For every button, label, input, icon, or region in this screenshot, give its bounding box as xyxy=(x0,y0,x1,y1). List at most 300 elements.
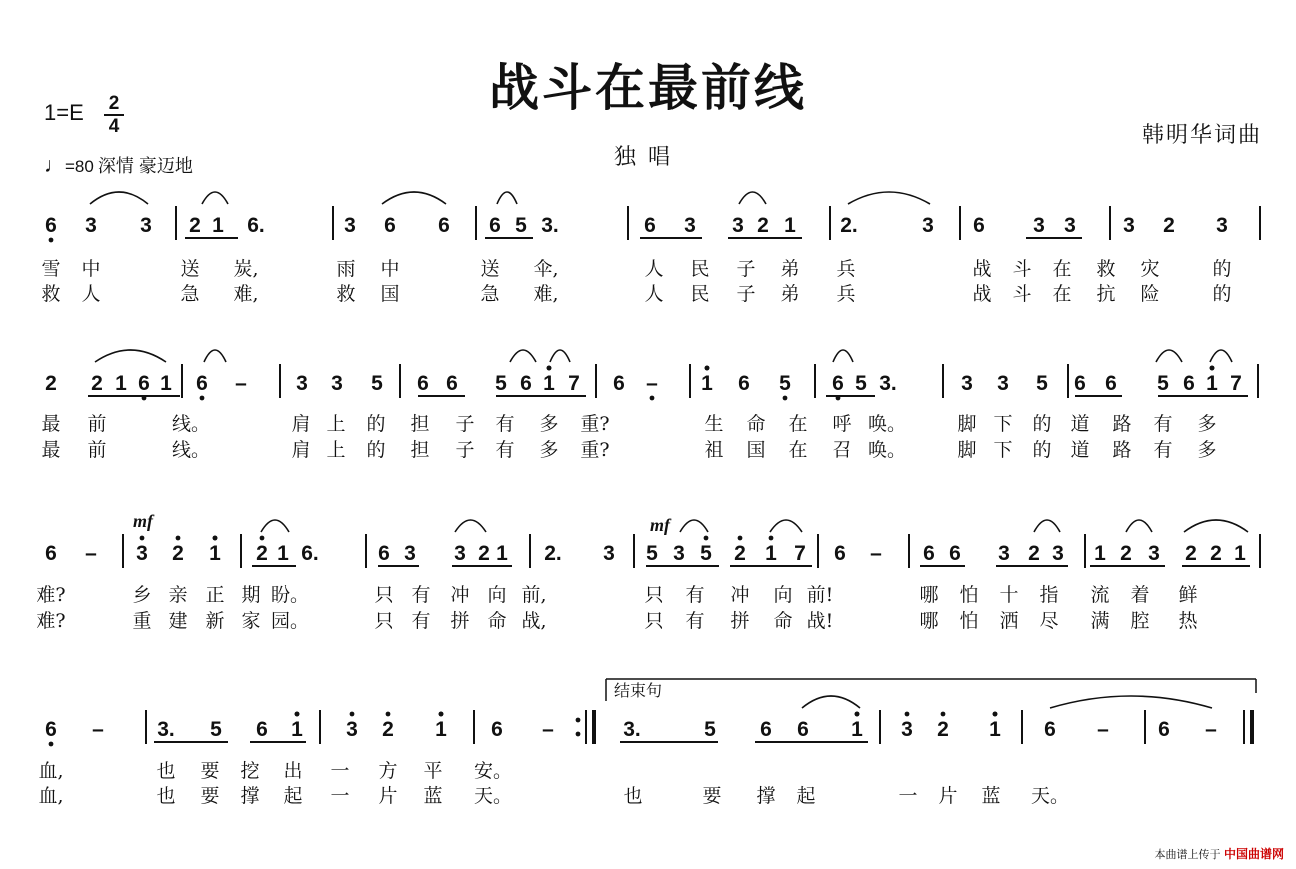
note-low-dot xyxy=(200,396,205,401)
note: 6 xyxy=(417,372,429,395)
lyric-verse-2: 洒 xyxy=(999,610,1019,632)
lyric-verse-1: 中 xyxy=(81,258,101,280)
note: 1 xyxy=(851,718,863,741)
lyric-verse-2: 蓝 xyxy=(981,785,1001,807)
lyric-verse-1: 中 xyxy=(380,258,400,280)
lyric-verse-2: 道 xyxy=(1070,439,1090,461)
lyric-verse-1: 着 xyxy=(1130,584,1150,606)
lyric-verse-2: 救 xyxy=(336,283,356,305)
lyric-verse-1: 重? xyxy=(580,413,610,435)
lyric-verse-1: 斗 xyxy=(1012,258,1032,280)
lyric-verse-2: 重 xyxy=(132,610,152,632)
note: 2 xyxy=(256,542,268,565)
lyric-verse-2: 多 xyxy=(1197,439,1217,461)
lyric-verse-1: 雪 xyxy=(41,258,61,280)
lyric-verse-1: 挖 xyxy=(240,760,260,782)
note: 6 xyxy=(378,542,390,565)
lyric-verse-1: 上 xyxy=(326,413,346,435)
lyric-verse-2: 一 xyxy=(330,785,350,807)
lyric-verse-2: 救 xyxy=(41,283,61,305)
lyric-verse-2: 拼 xyxy=(450,610,470,632)
note: 6. xyxy=(247,214,265,237)
note: 5 xyxy=(646,542,658,565)
lyric-verse-2: 抗 xyxy=(1096,283,1116,305)
note-high-dot xyxy=(140,536,145,541)
slur xyxy=(1126,520,1152,532)
note: 2 xyxy=(478,542,490,565)
lyric-verse-1: 有 xyxy=(685,584,705,606)
note: 1 xyxy=(115,372,127,395)
note: 5 xyxy=(1036,372,1048,395)
lyric-verse-2: 怕 xyxy=(959,610,979,632)
slur xyxy=(770,520,802,532)
lyric-verse-1: 冲 xyxy=(730,584,750,606)
lyric-verse-1: 向 xyxy=(773,584,793,606)
note: 1 xyxy=(701,372,713,395)
lyric-verse-1: 救 xyxy=(1096,258,1116,280)
note: 6 xyxy=(489,214,501,237)
note: 2 xyxy=(1185,542,1197,565)
note: 2 xyxy=(91,372,103,395)
slur xyxy=(1050,696,1212,708)
slur xyxy=(202,192,228,204)
lyric-verse-2: 撑 xyxy=(240,785,260,807)
note: 7 xyxy=(1230,372,1242,395)
note: 7 xyxy=(568,372,580,395)
note: 6 xyxy=(1105,372,1117,395)
note: 1 xyxy=(291,718,303,741)
lyric-verse-2: 子 xyxy=(736,283,756,305)
note: 5 xyxy=(704,718,716,741)
lyric-verse-2: 蓝 xyxy=(423,785,443,807)
slur xyxy=(261,520,289,532)
slur xyxy=(1184,520,1248,532)
note: 5 xyxy=(779,372,791,395)
note: 1 xyxy=(277,542,289,565)
lyric-verse-2: 战! xyxy=(806,610,834,632)
note-high-dot xyxy=(176,536,181,541)
composer-credit: 韩明华词曲 xyxy=(1141,123,1262,148)
note: 3 xyxy=(1064,214,1076,237)
note: 5 xyxy=(371,372,383,395)
lyric-verse-2: 急 xyxy=(180,283,200,305)
note: 3 xyxy=(454,542,466,565)
lyric-verse-1: 送 xyxy=(180,258,200,280)
note: 2 xyxy=(45,372,57,395)
lyric-verse-1: 民 xyxy=(690,258,710,280)
note-high-dot xyxy=(1210,366,1215,371)
lyric-verse-1: 前, xyxy=(521,584,547,606)
lyric-verse-1: 正 xyxy=(205,584,225,606)
note: 2 xyxy=(382,718,394,741)
lyric-verse-2: 斗 xyxy=(1012,283,1032,305)
note-high-dot xyxy=(993,712,998,717)
time-signature-bottom: 4 xyxy=(108,116,120,137)
slur xyxy=(848,192,930,204)
note: 3 xyxy=(296,372,308,395)
footer xyxy=(1154,845,1284,862)
lyric-verse-1: 肩 xyxy=(291,413,311,435)
lyric-verse-2: 重? xyxy=(580,439,610,461)
note-high-dot xyxy=(905,712,910,717)
note: 3 xyxy=(404,542,416,565)
note: 6 xyxy=(491,718,503,741)
note: 3 xyxy=(684,214,696,237)
note: 6 xyxy=(446,372,458,395)
note: 1 xyxy=(212,214,224,237)
lyric-verse-1: 呼 xyxy=(832,413,852,435)
lyric-verse-2: 唤。 xyxy=(867,439,907,461)
note-high-dot xyxy=(350,712,355,717)
lyric-verse-2: 建 xyxy=(168,610,188,632)
lyric-verse-1: 期 xyxy=(241,584,261,606)
note-low-dot xyxy=(49,742,54,747)
note-high-dot xyxy=(260,536,265,541)
note: 6 xyxy=(1074,372,1086,395)
lyric-verse-1: 伞, xyxy=(533,258,559,280)
lyric-verse-2: 线。 xyxy=(171,439,211,461)
lyric-verse-2: 命 xyxy=(487,610,507,632)
time-signature-top: 2 xyxy=(108,93,120,114)
note: – xyxy=(542,718,554,741)
lyric-verse-2: 园。 xyxy=(270,610,310,632)
lyric-verse-2: 上 xyxy=(326,439,346,461)
note: 5 xyxy=(855,372,867,395)
lyric-verse-2: 起 xyxy=(283,785,303,807)
note-high-dot xyxy=(295,712,300,717)
note-high-dot xyxy=(547,366,552,371)
lyric-verse-2: 召 xyxy=(832,439,852,461)
dynamic-marking: mf xyxy=(650,515,670,535)
note: – xyxy=(85,542,97,565)
lyric-verse-1: 有 xyxy=(411,584,431,606)
lyric-verse-2: 人 xyxy=(644,283,664,305)
note: 6 xyxy=(973,214,985,237)
lyric-verse-2: 难, xyxy=(533,283,559,305)
note: 6 xyxy=(196,372,208,395)
note: 3 xyxy=(997,372,1009,395)
lyric-verse-1: 在 xyxy=(1052,258,1072,280)
note-high-dot xyxy=(439,712,444,717)
note: 6 xyxy=(45,214,57,237)
lyric-verse-2: 一 xyxy=(898,785,918,807)
note: 3 xyxy=(603,542,615,565)
lyric-verse-1: 兵 xyxy=(836,258,856,280)
footer-text: 本曲谱上传于 xyxy=(1154,848,1221,861)
lyric-verse-2: 要 xyxy=(200,785,220,807)
note: 6 xyxy=(832,372,844,395)
lyric-verse-2: 兵 xyxy=(836,283,856,305)
note: 6 xyxy=(384,214,396,237)
note: 3 xyxy=(673,542,685,565)
lyric-verse-2: 血, xyxy=(38,785,64,807)
note-low-dot xyxy=(650,396,655,401)
note: 3 xyxy=(1148,542,1160,565)
lyric-verse-2: 路 xyxy=(1112,439,1132,461)
note: 2 xyxy=(1210,542,1222,565)
lyric-verse-1: 怕 xyxy=(959,584,979,606)
lyric-verse-2: 的 xyxy=(1212,283,1232,305)
note: 3 xyxy=(136,542,148,565)
note: 1 xyxy=(1094,542,1106,565)
lyric-verse-1: 一 xyxy=(330,760,350,782)
lyric-verse-2: 弟 xyxy=(780,283,800,305)
note: 1 xyxy=(1234,542,1246,565)
repeat-dot xyxy=(576,732,581,737)
note-low-dot xyxy=(49,238,54,243)
slur xyxy=(1034,520,1060,532)
lyric-verse-1: 只 xyxy=(644,584,664,606)
note: 3. xyxy=(623,718,641,741)
lyric-verse-1: 哪 xyxy=(919,584,939,606)
note: 2 xyxy=(757,214,769,237)
note: 2 xyxy=(937,718,949,741)
site-logo: 中国曲谱网 xyxy=(1223,847,1284,861)
lyric-verse-2: 家 xyxy=(241,610,261,632)
lyric-verse-1: 盼。 xyxy=(270,584,310,606)
note: 3 xyxy=(331,372,343,395)
lyric-verse-2: 有 xyxy=(1153,439,1173,461)
note-high-dot xyxy=(705,366,710,371)
lyric-verse-2: 尽 xyxy=(1039,610,1059,632)
note: 6 xyxy=(738,372,750,395)
quarter-note-icon: ♩ xyxy=(44,154,65,177)
note: 6 xyxy=(138,372,150,395)
lyric-verse-1: 炭, xyxy=(233,258,259,280)
subtitle: 独唱 xyxy=(613,145,682,170)
note: 5 xyxy=(515,214,527,237)
note: – xyxy=(870,542,882,565)
slur xyxy=(382,192,446,204)
note: 6 xyxy=(613,372,625,395)
lyric-verse-2: 人 xyxy=(81,283,101,305)
lyric-verse-2: 满 xyxy=(1090,610,1110,632)
note: 2. xyxy=(840,214,858,237)
lyric-verse-2: 肩 xyxy=(291,439,311,461)
note: 3. xyxy=(879,372,897,395)
lyric-verse-1: 也 xyxy=(156,760,176,782)
lyric-verse-1: 下 xyxy=(993,413,1013,435)
note: 5 xyxy=(495,372,507,395)
note: 2 xyxy=(172,542,184,565)
lyric-verse-1: 平 xyxy=(423,760,443,782)
lyric-verse-2: 战, xyxy=(521,610,547,632)
slur xyxy=(802,696,860,708)
note: 6 xyxy=(520,372,532,395)
lyric-verse-2: 下 xyxy=(993,439,1013,461)
lyric-verse-2: 在 xyxy=(788,439,808,461)
note-high-dot xyxy=(769,536,774,541)
lyric-verse-2: 的 xyxy=(366,439,386,461)
lyric-verse-1: 生 xyxy=(704,413,724,435)
lyric-verse-2: 热 xyxy=(1178,610,1198,632)
lyric-verse-2: 片 xyxy=(378,785,398,807)
page-title: 战斗在最前线 xyxy=(489,59,807,117)
lyric-verse-1: 有 xyxy=(1153,413,1173,435)
lyric-verse-1: 雨 xyxy=(336,258,356,280)
lyric-verse-2: 难, xyxy=(233,283,259,305)
lyric-verse-1: 血, xyxy=(38,760,64,782)
note: 3 xyxy=(1052,542,1064,565)
lyric-verse-2: 也 xyxy=(623,785,643,807)
note: 1 xyxy=(1206,372,1218,395)
lyric-verse-1: 安。 xyxy=(473,760,513,782)
lyric-verse-2: 有 xyxy=(495,439,515,461)
lyric-verse-2: 前 xyxy=(87,439,107,461)
note-high-dot xyxy=(704,536,709,541)
lyric-verse-2: 急 xyxy=(480,283,500,305)
note: 3 xyxy=(732,214,744,237)
note: 6 xyxy=(644,214,656,237)
note: 3 xyxy=(85,214,97,237)
lyric-verse-1: 子 xyxy=(455,413,475,435)
lyric-verse-2: 民 xyxy=(690,283,710,305)
lyric-verse-1: 在 xyxy=(788,413,808,435)
note-high-dot xyxy=(386,712,391,717)
note: 1 xyxy=(160,372,172,395)
lyric-verse-1: 线。 xyxy=(171,413,211,435)
note: 3 xyxy=(346,718,358,741)
note: – xyxy=(92,718,104,741)
lyric-verse-2: 国 xyxy=(746,439,766,461)
lyric-verse-2: 担 xyxy=(410,439,430,461)
lyric-verse-1: 最 xyxy=(41,413,61,435)
lyric-verse-2: 天。 xyxy=(473,785,513,807)
tempo-value: =80 xyxy=(65,157,94,176)
note: 3 xyxy=(140,214,152,237)
lyric-verse-1: 送 xyxy=(480,258,500,280)
lyric-verse-1: 流 xyxy=(1090,584,1110,606)
note: – xyxy=(1097,718,1109,741)
slur xyxy=(497,192,517,204)
note: 3 xyxy=(922,214,934,237)
note: – xyxy=(1205,718,1217,741)
note: 2. xyxy=(544,542,562,565)
slur xyxy=(739,192,766,204)
dynamic-marking: mf xyxy=(133,511,153,531)
slur xyxy=(1210,350,1232,362)
note: – xyxy=(235,372,247,395)
slur xyxy=(680,520,708,532)
note: 2 xyxy=(189,214,201,237)
lyric-verse-2: 只 xyxy=(644,610,664,632)
lyric-verse-1: 多 xyxy=(539,413,559,435)
lyric-verse-1: 的 xyxy=(1032,413,1052,435)
lyric-verse-2: 也 xyxy=(156,785,176,807)
lyric-verse-1: 要 xyxy=(200,760,220,782)
lyric-verse-1: 子 xyxy=(736,258,756,280)
repeat-dot xyxy=(576,718,581,723)
note: 6 xyxy=(438,214,450,237)
lyric-verse-1: 指 xyxy=(1039,584,1059,606)
note: 3 xyxy=(344,214,356,237)
lyric-verse-1: 鲜 xyxy=(1178,584,1198,606)
lyric-verse-1: 弟 xyxy=(780,258,800,280)
note: 6 xyxy=(1183,372,1195,395)
lyric-verse-1: 担 xyxy=(410,413,430,435)
lyric-verse-1: 人 xyxy=(644,258,664,280)
note: 6 xyxy=(949,542,961,565)
note: 3 xyxy=(1033,214,1045,237)
lyric-verse-2: 最 xyxy=(41,439,61,461)
note: 2 xyxy=(1163,214,1175,237)
note: 3 xyxy=(998,542,1010,565)
lyric-verse-2: 腔 xyxy=(1130,610,1150,632)
note: 1 xyxy=(496,542,508,565)
lyric-verse-1: 十 xyxy=(999,584,1019,606)
lyric-verse-1: 前 xyxy=(87,413,107,435)
ending-label: 结束句 xyxy=(614,681,663,700)
note: 1 xyxy=(784,214,796,237)
note: 5 xyxy=(1157,372,1169,395)
lyric-verse-1: 的 xyxy=(1212,258,1232,280)
note: 6 xyxy=(1158,718,1170,741)
slur xyxy=(1156,350,1182,362)
lyric-verse-1: 乡 xyxy=(132,584,152,606)
lyric-verse-1: 多 xyxy=(1197,413,1217,435)
note: 7 xyxy=(794,542,806,565)
lyric-verse-2: 多 xyxy=(539,439,559,461)
lyric-verse-1: 道 xyxy=(1070,413,1090,435)
note: 2 xyxy=(1120,542,1132,565)
lyric-verse-1: 方 xyxy=(378,760,398,782)
lyric-verse-1: 路 xyxy=(1112,413,1132,435)
lyric-verse-1: 有 xyxy=(495,413,515,435)
note: 5 xyxy=(210,718,222,741)
slur xyxy=(833,350,853,362)
note: 3. xyxy=(541,214,559,237)
note: – xyxy=(646,372,658,395)
note: 6 xyxy=(760,718,772,741)
note-high-dot xyxy=(941,712,946,717)
lyric-verse-2: 撑 xyxy=(756,785,776,807)
key-signature: 1=E xyxy=(44,100,84,125)
note: 1 xyxy=(543,372,555,395)
lyric-verse-2: 难? xyxy=(36,610,66,632)
lyric-verse-2: 要 xyxy=(702,785,722,807)
note: 1 xyxy=(765,542,777,565)
note: 3 xyxy=(1216,214,1228,237)
note: 1 xyxy=(989,718,1001,741)
slur xyxy=(90,192,148,204)
slur xyxy=(550,350,570,362)
lyric-verse-2: 起 xyxy=(796,785,816,807)
lyric-verse-2: 只 xyxy=(374,610,394,632)
note: 3 xyxy=(1123,214,1135,237)
note: 2 xyxy=(734,542,746,565)
note: 2 xyxy=(1028,542,1040,565)
lyric-verse-2: 国 xyxy=(380,283,400,305)
slur xyxy=(455,520,486,532)
lyric-verse-2: 命 xyxy=(773,610,793,632)
lyric-verse-2: 险 xyxy=(1140,283,1160,305)
lyric-verse-1: 前! xyxy=(806,584,834,606)
note: 6 xyxy=(797,718,809,741)
note: 3 xyxy=(961,372,973,395)
note: 1 xyxy=(435,718,447,741)
lyric-verse-2: 子 xyxy=(455,439,475,461)
lyric-verse-1: 战 xyxy=(972,258,992,280)
lyric-verse-2: 拼 xyxy=(730,610,750,632)
note: 6 xyxy=(1044,718,1056,741)
lyric-verse-2: 哪 xyxy=(919,610,939,632)
note-high-dot xyxy=(738,536,743,541)
lyric-verse-2: 战 xyxy=(972,283,992,305)
slur xyxy=(510,350,536,362)
lyric-verse-1: 出 xyxy=(283,760,303,782)
lyric-verse-1: 冲 xyxy=(450,584,470,606)
note: 3 xyxy=(901,718,913,741)
